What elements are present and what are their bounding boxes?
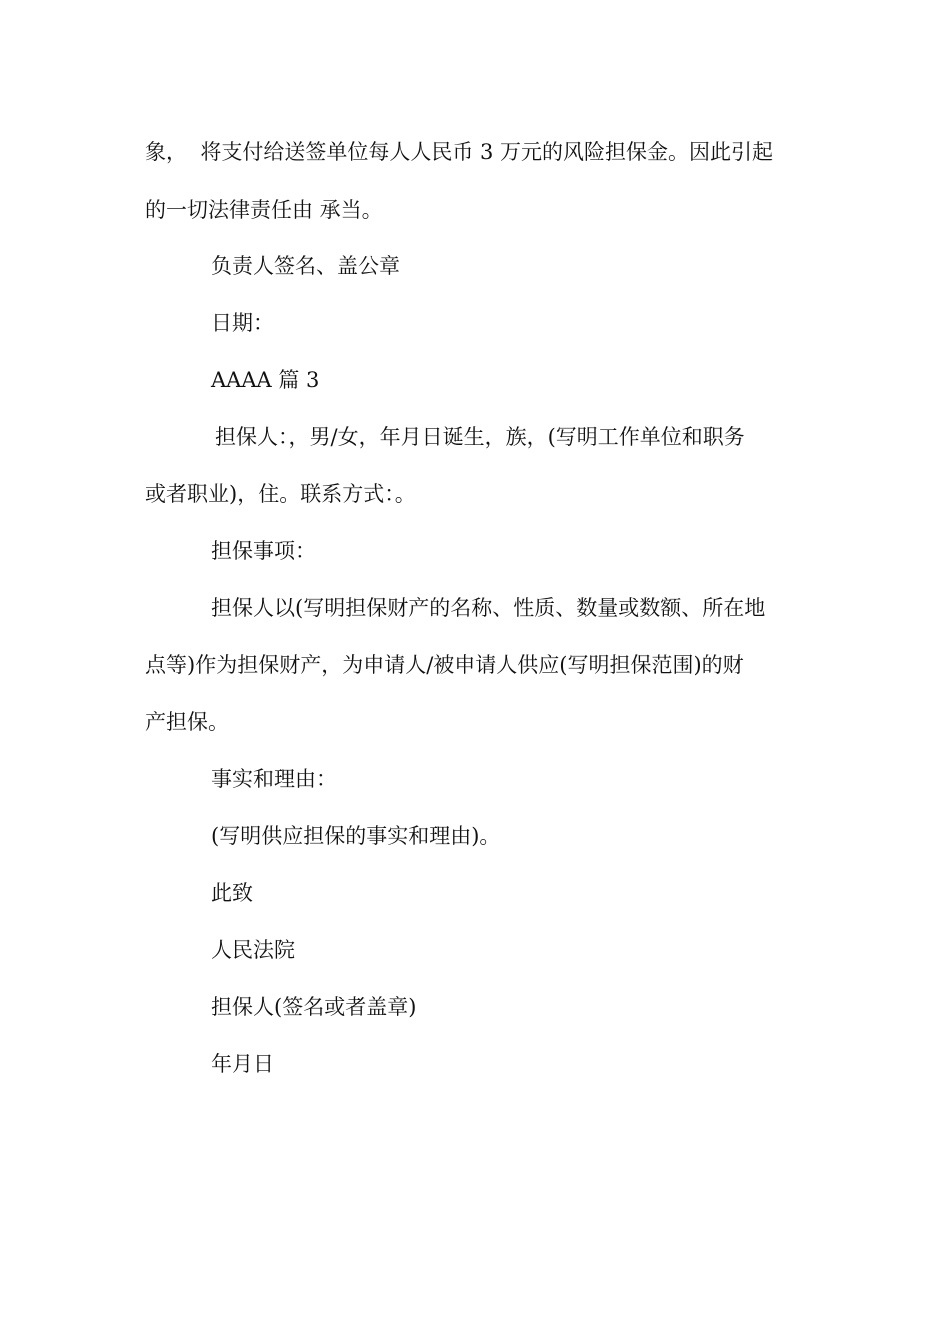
- guarantee-matters-line-3: 产担保。: [145, 710, 229, 734]
- paragraph-line-2: 的一切法律责任由 承当。: [145, 198, 383, 222]
- section-heading: AAAA 篇 3: [211, 368, 320, 392]
- closing-salutation: 此致: [211, 881, 253, 905]
- guarantor-info-line-2: 或者职业)，住。联系方式：。: [145, 482, 416, 506]
- guarantee-matters-heading: 担保事项：: [211, 539, 316, 563]
- guarantee-matters-line-1: 担保人以(写明担保财产的名称、性质、数量或数额、所在地: [211, 596, 766, 620]
- date-line: 日期：: [211, 311, 274, 335]
- facts-reasons-heading: 事实和理由：: [211, 767, 337, 791]
- court-recipient: 人民法院: [211, 938, 295, 962]
- facts-reasons-text: (写明供应担保的事实和理由)。: [211, 824, 501, 848]
- guarantee-matters-line-2: 点等)作为担保财产，为申请人/被申请人供应(写明担保范围)的财: [145, 653, 744, 677]
- guarantor-info-line-1: 担保人：，男/女，年月日诞生，族，(写明工作单位和职务: [215, 425, 745, 449]
- guarantor-signature: 担保人(签名或者盖章): [211, 995, 417, 1019]
- signature-date: 年月日: [211, 1052, 274, 1076]
- paragraph-line-1: 象， 将支付给送签单位每人人民币 3 万元的风险担保金。因此引起: [145, 140, 774, 164]
- signature-line: 负责人签名、盖公章: [211, 254, 400, 278]
